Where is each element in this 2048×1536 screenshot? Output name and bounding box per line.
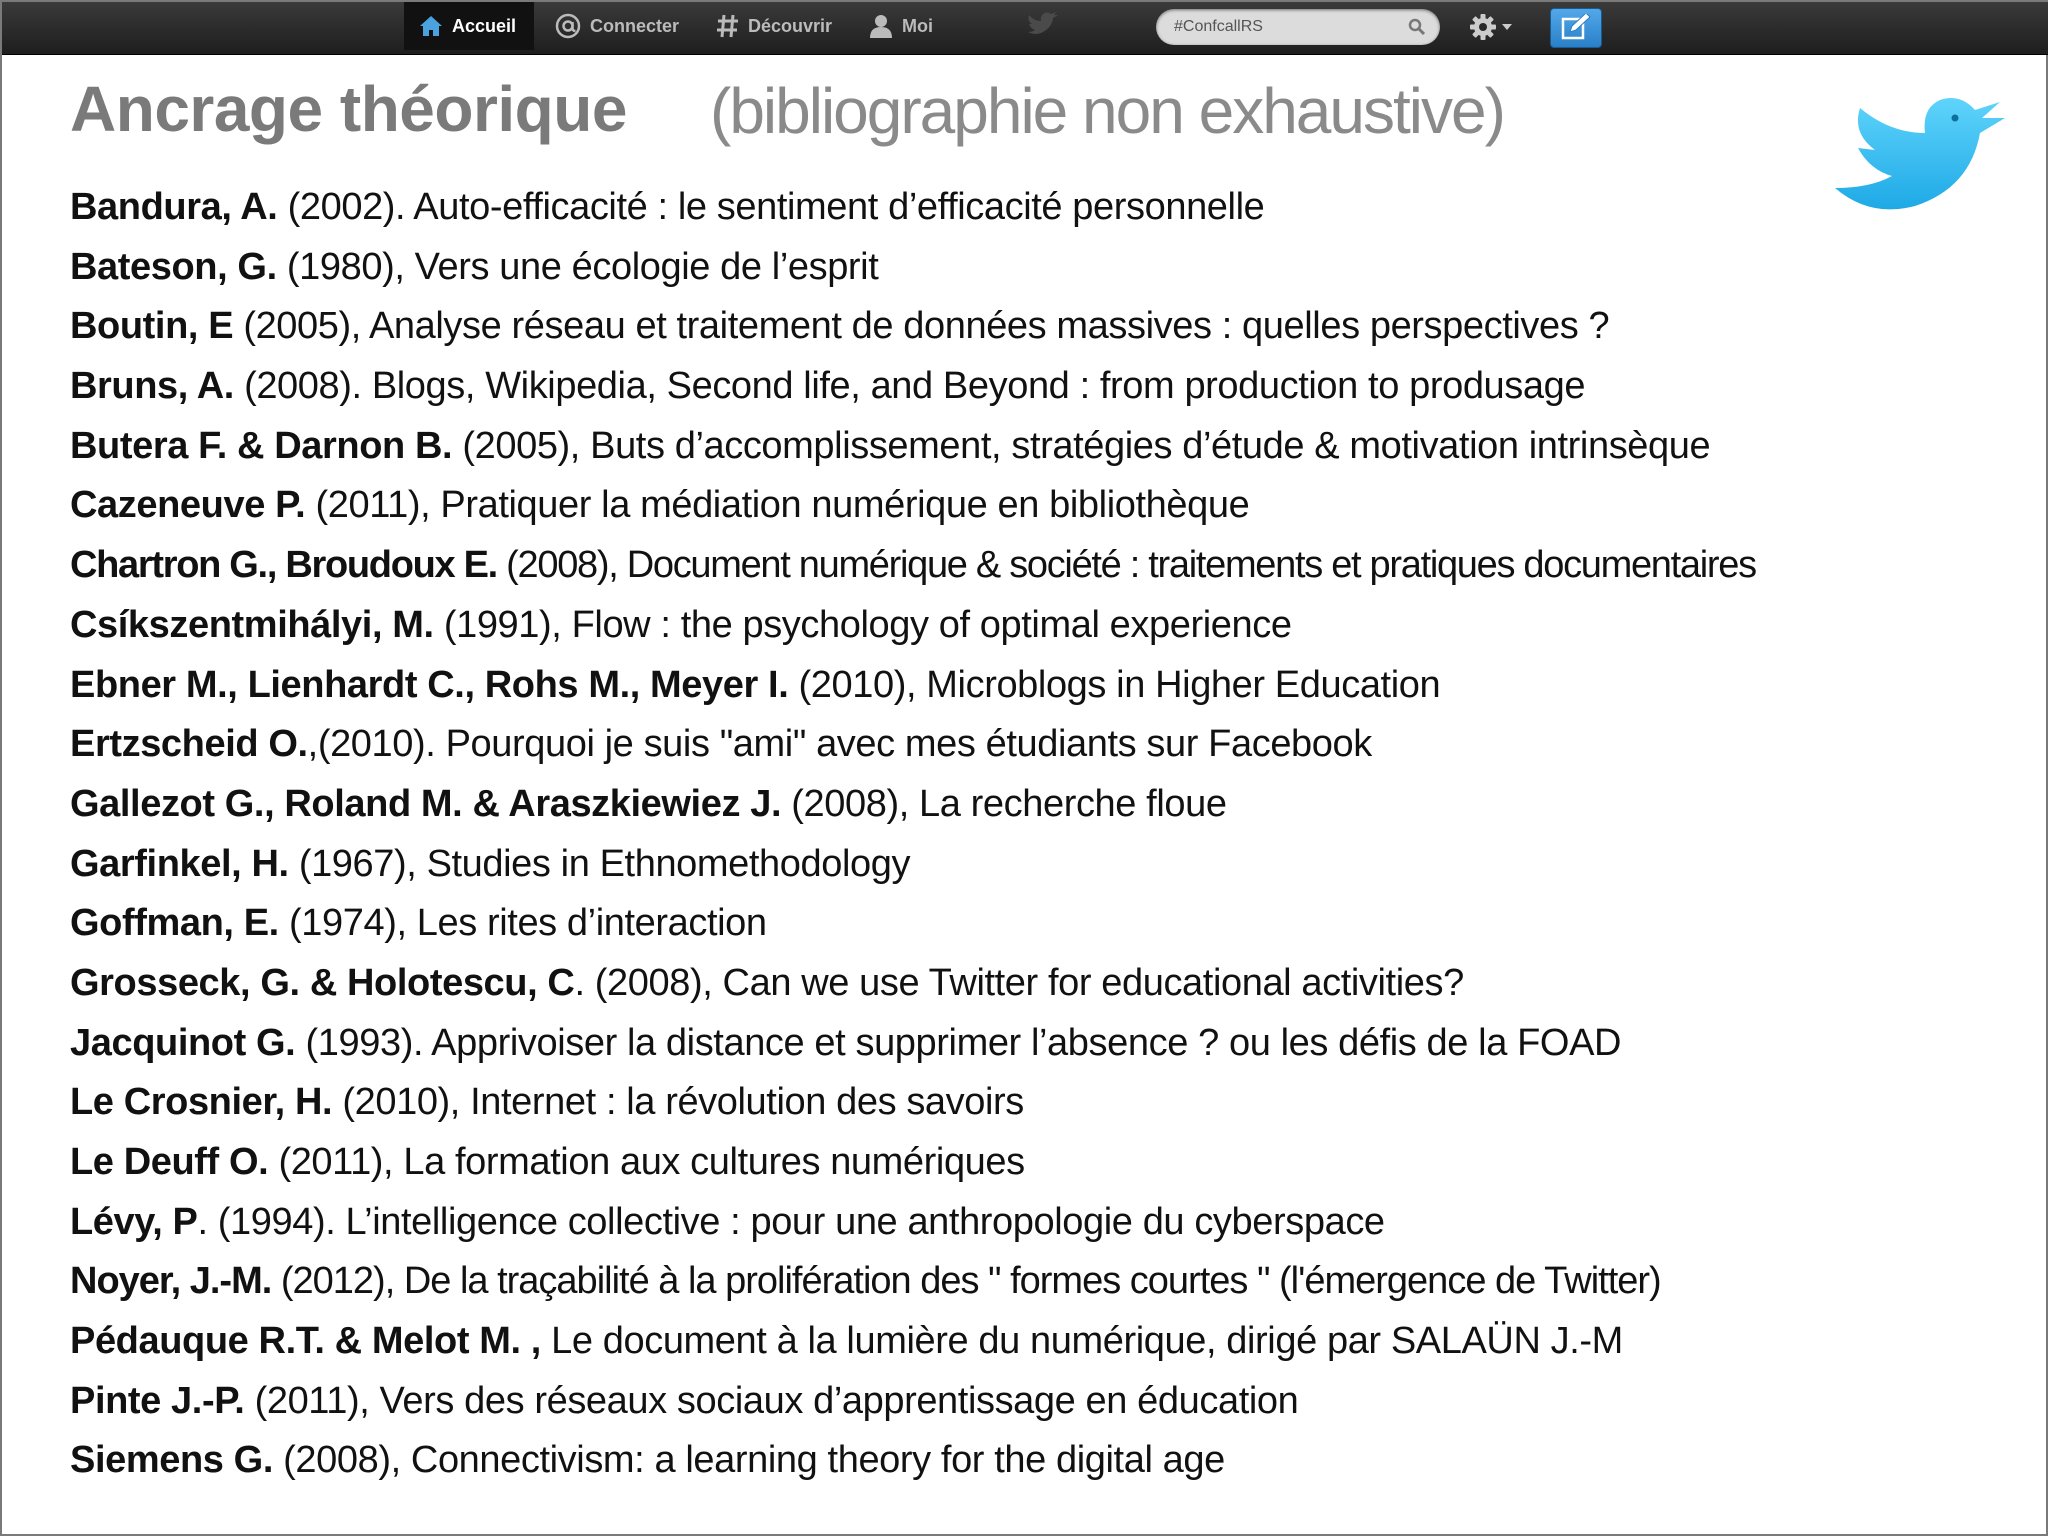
reference-author: Gallezot G., Roland M. & Araszkiewiez J. [70,782,782,825]
reference-author: Chartron G., Broudoux E. [70,544,497,587]
reference-text: (2010), Internet : la révolution des savoirs [332,1081,1024,1124]
reference-item [70,656,2040,716]
reference-item [70,536,2040,596]
reference-author: Butera F. & Darnon B. [70,424,453,467]
nav-discover-label: Découvrir [748,15,833,36]
reference-author: Pédauque R.T. & Melot M. , [70,1320,541,1363]
reference-item [70,1312,2040,1372]
settings-menu[interactable] [1468,12,1512,42]
reference-item [70,357,2040,417]
reference-author: Csíkszentmihályi, M. [70,603,434,646]
reference-item [70,954,2040,1014]
reference-author: Garfinkel, H. [70,842,289,885]
twitter-bird-icon[interactable] [1026,10,1062,40]
reference-text: (2008), La recherche floue [781,782,1227,825]
search-box[interactable] [1156,9,1440,45]
nav-home-label: Accueil [452,15,517,36]
reference-item [70,476,2040,536]
reference-author: Siemens G. [70,1439,273,1482]
reference-item [70,894,2040,954]
reference-text: . (1994). L’intelligence collective : pour une anthropologie du cyberspace [197,1200,1385,1243]
chevron-down-icon [1502,24,1512,30]
reference-author: Bruns, A. [70,365,234,408]
reference-text: (2008), Document numérique & société : traitements et pratiques documentaires [496,544,1756,587]
reference-text: Le document à la lumière du numérique, dirigé par SALAÜN J.-M [540,1320,1623,1363]
reference-text: (2010), Microblogs in Higher Education [788,663,1441,706]
reference-item [70,1073,2040,1133]
reference-text: (1980), Vers une écologie de l’esprit [276,245,879,288]
reference-list [70,178,2040,1491]
reference-text: (2012), De la traçabilité à la prolifération des " formes courtes " (l'émergence de Twitter) [271,1260,1661,1303]
reference-item [70,1133,2040,1193]
reference-item [70,417,2040,477]
reference-text: (1991), Flow : the psychology of optimal experience [433,603,1292,646]
reference-text: . (2008), Can we use Twitter for educational activities? [574,961,1464,1004]
hashtag-icon [716,13,740,39]
reference-author: Le Crosnier, H. [70,1081,333,1124]
reference-item [70,715,2040,775]
reference-text: (2011), Pratiquer la médiation numérique en bibliothèque [305,484,1250,527]
twitter-topbar [2,2,2048,55]
gear-icon [1468,12,1498,42]
reference-item [70,835,2040,895]
reference-text: (2008). Blogs, Wikipedia, Second life, and Beyond : from production to produsage [233,365,1586,408]
reference-text: (1993). Apprivoiser la distance et supprimer l’absence ? ou les défis de la FOAD [295,1021,1622,1064]
reference-item [70,1431,2040,1491]
nav-me[interactable] [868,2,933,50]
reference-author: Boutin, E [70,305,234,348]
reference-text: ,(2010). Pourquoi je suis "ami" avec mes étudiants sur Facebook [307,723,1372,766]
reference-text: (2008), Connectivism: a learning theory for the digital age [272,1439,1225,1482]
reference-text: (2005), Buts d’accomplissement, stratégies d’étude & motivation intrinsèque [452,424,1711,467]
slide-subtitle: (bibliographie non exhaustive) [710,75,1504,147]
reference-author: Jacquinot G. [70,1021,296,1064]
reference-text: (2002). Auto-efficacité : le sentiment d’efficacité personnelle [277,186,1265,228]
reference-text: (1967), Studies in Ethnomethodology [288,842,911,885]
reference-author: Ebner M., Lienhardt C., Rohs M., Meyer I. [70,663,789,706]
reference-item [70,297,2040,357]
reference-author: Bandura, A. [70,186,278,228]
at-icon [554,12,582,40]
reference-author: Cazeneuve P. [70,484,306,527]
reference-text: (2005), Analyse réseau et traitement de données massives : quelles perspectives ? [233,305,1610,348]
compose-icon [1560,14,1592,42]
reference-author: Bateson, G. [70,245,277,288]
nav-home[interactable] [404,2,534,50]
nav-connect-label: Connecter [590,15,680,36]
reference-item [70,1252,2040,1312]
reference-item [70,775,2040,835]
reference-item [70,238,2040,298]
reference-author: Ertzscheid O. [70,723,308,766]
home-icon [418,14,444,38]
reference-text: (1974), Les rites d’interaction [278,902,767,945]
reference-text: (2011), Vers des réseaux sociaux d’apprentissage en éducation [244,1379,1299,1422]
search-icon[interactable] [1408,18,1426,36]
reference-item [70,1014,2040,1074]
reference-item [70,596,2040,656]
reference-author: Noyer, J.-M. [70,1260,272,1303]
reference-item [70,1372,2040,1432]
reference-item [70,178,2040,238]
search-input[interactable] [1174,15,1394,39]
reference-author: Lévy, P [70,1200,198,1243]
nav-discover[interactable] [716,2,832,50]
nav-connect[interactable] [554,2,679,50]
slide-title: Ancrage théorique [70,73,627,145]
compose-tweet-button[interactable] [1550,8,1602,48]
nav-me-label: Moi [902,15,933,36]
reference-author: Le Deuff O. [70,1141,269,1183]
reference-author: Grosseck, G. & Holotescu, C [70,961,575,1004]
user-icon [868,13,894,39]
reference-author: Goffman, E. [70,902,279,945]
reference-author: Pinte J.-P. [70,1379,245,1422]
reference-text: (2011), La formation aux cultures numériques [268,1141,1025,1183]
reference-item [70,1193,2040,1253]
